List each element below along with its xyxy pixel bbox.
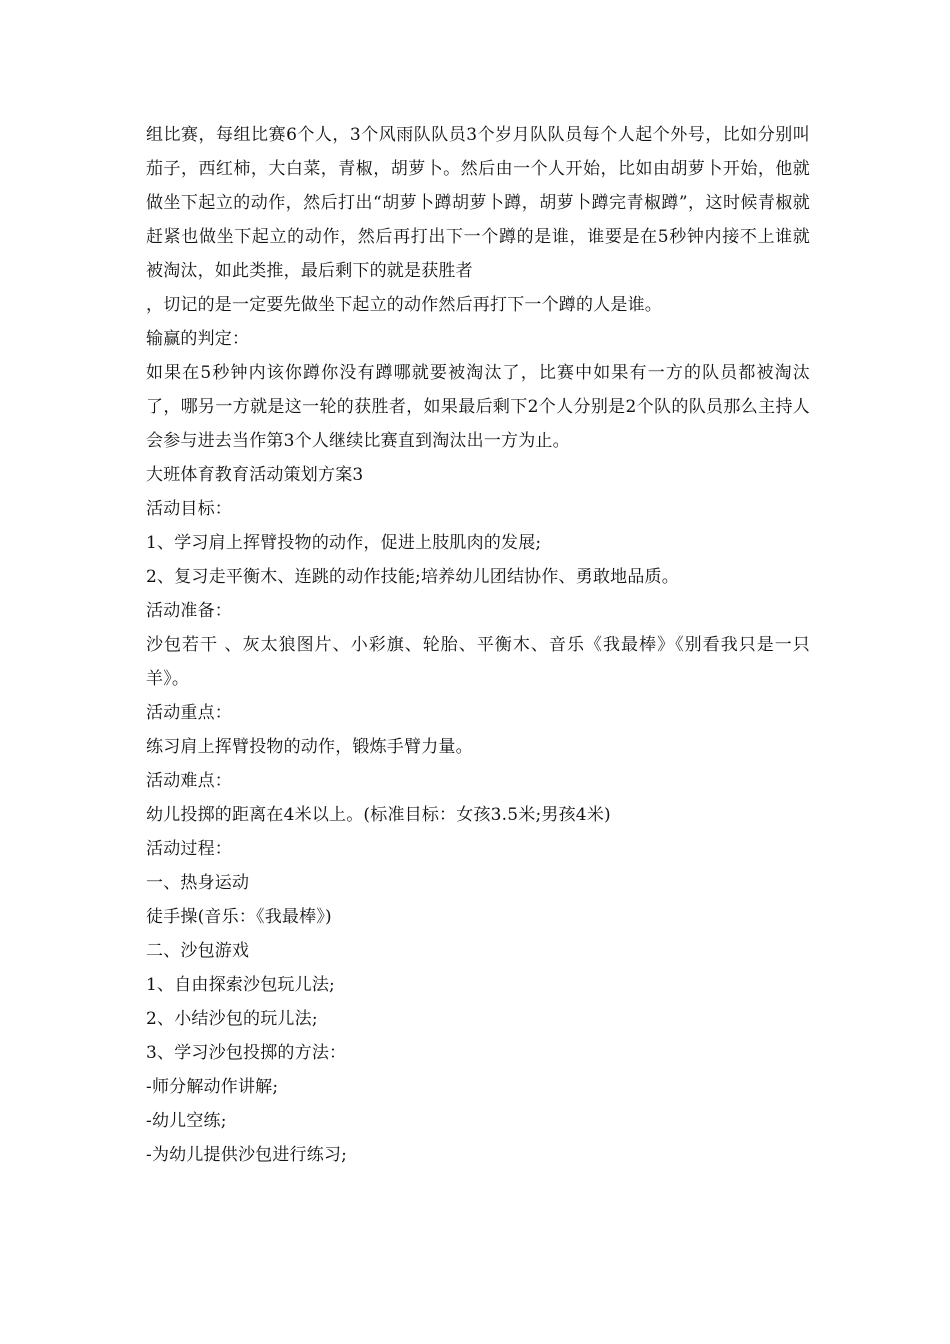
heading-activity-preparation: 活动准备： [146,601,232,621]
sandbag-item-1: 1、自由探索沙包玩儿法; [146,975,335,995]
sandbag-subitem-1: -师分解动作讲解; [146,1077,279,1097]
paragraph-win-lose-rules: 如果在5秒钟内该你蹲你没有蹲哪就要被淘汰了，比赛中如果有一方的队员都被淘汰了，哪另一方就是这一轮的获胜者，如果最后剩下2个人分别是2个队的队员那么主持人会参与进去当作第3个人继续比赛直到淘汰出一方为止。 [146,363,810,451]
sandbag-subitem-2: -幼儿空练; [146,1111,227,1131]
process-step-sandbag-game: 二、沙包游戏 [146,941,250,961]
heading-win-lose: 输赢的判定： [146,329,250,349]
key-point-text: 练习肩上挥臂投物的动作，锻炼手臂力量。 [146,737,473,757]
sandbag-item-2: 2、小结沙包的玩儿法; [146,1009,318,1029]
sandbag-item-3: 3、学习沙包投掷的方法： [146,1043,347,1063]
goal-item-1: 1、学习肩上挥臂投物的动作，促进上肢肌肉的发展; [146,533,542,553]
heading-activity-process: 活动过程： [146,839,232,859]
heading-activity-goals: 活动目标： [146,499,232,519]
difficulty-text: 幼儿投掷的距离在4米以上。(标准目标：女孩3.5米;男孩4米) [146,805,611,825]
paragraph-materials: 沙包若干 、灰太狼图片、小彩旗、轮胎、平衡木、音乐《我最棒》《别看我只是一只羊》。 [146,635,810,689]
section-title-plan-3: 大班体育教育活动策划方案3 [146,465,364,485]
process-step-warmup: 一、热身运动 [146,873,250,893]
process-warmup-detail: 徒手操(音乐：《我最棒》) [146,907,332,927]
goal-item-2: 2、复习走平衡木、连跳的动作技能;培养幼儿团结协作、勇敢地品质。 [146,567,679,587]
paragraph-game-rules: 组比赛，每组比赛6个人，3个风雨队队员3个岁月队队员每个人起个外号，比如分别叫茄子，西红柿，大白菜，青椒，胡萝卜。然后由一个人开始，比如由胡萝卜开始，他就做坐下起立的动作，然后打出“胡萝卜蹲胡萝卜蹲，胡萝卜蹲完青椒蹲”，这时候青椒就赶紧也做坐下起立的动作，然后再打出下一个蹲的是谁，谁要是在5秒钟内接不上谁就被淘汰，如此类推，最后剩下的就是获胜者 [146,125,810,281]
document-body [146,118,810,1172]
heading-difficulty: 活动难点： [146,771,232,791]
sandbag-subitem-3: -为幼儿提供沙包进行练习; [146,1145,348,1165]
paragraph-reminder: ，切记的是一定要先做坐下起立的动作然后再打下一个蹲的人是谁。 [146,295,662,315]
heading-key-point: 活动重点： [146,703,232,723]
